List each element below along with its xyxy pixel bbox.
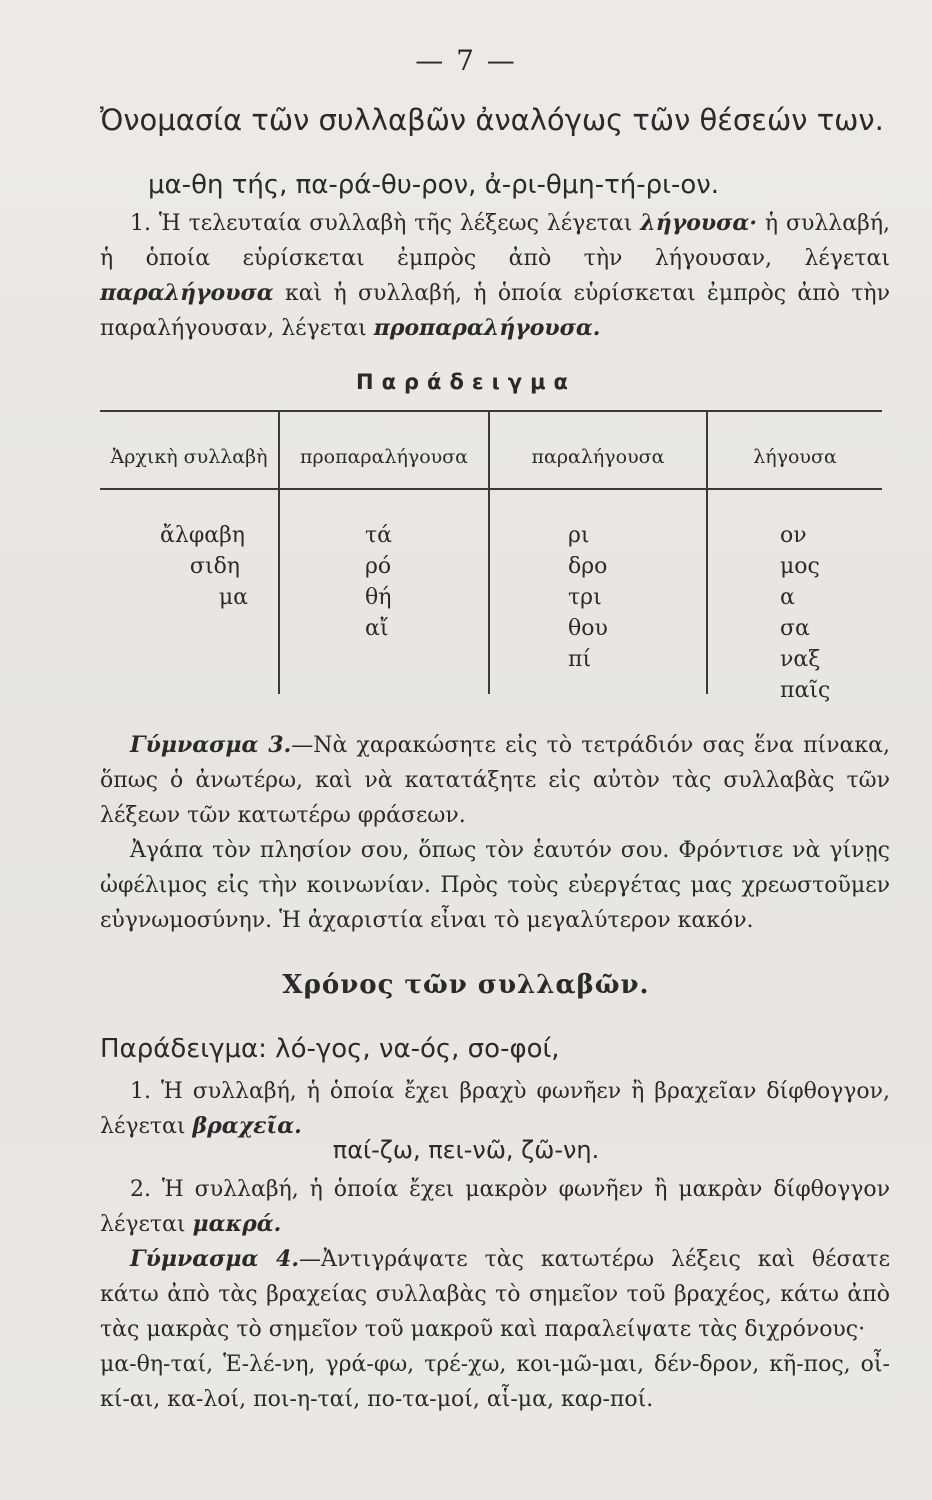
rule-short-paragraph [100, 1074, 890, 1144]
cell: μος [780, 554, 820, 579]
column-paraligousa [568, 520, 608, 675]
cell: θή [365, 585, 392, 610]
header-initial-syllable: Ἀρχικὴ συλλαβὴ [110, 446, 268, 468]
cell: ρό [365, 554, 392, 579]
term-ligousa: λήγουσα· [640, 210, 757, 236]
section-heading: Ὀνομασία τῶν συλλαβῶν ἀναλόγως τῶν θέσεών των. [100, 103, 884, 137]
header-proparaligousa: προπαραλήγουσα [300, 446, 468, 468]
cell: α [780, 585, 795, 610]
rule-long-text: 2. Ἡ συλλαβή, ἡ ὁποία ἔχει μακρὸν φωνῆεν ἢ μακρὰν δίφθογγον λέγεται [100, 1177, 890, 1237]
cell: μα [218, 585, 248, 610]
table-header-rule [100, 488, 882, 490]
header-paraligousa: παραλήγουσα [531, 446, 665, 468]
cell: τά [365, 523, 393, 548]
cell: σα [780, 616, 810, 641]
column-ligousa [780, 520, 830, 706]
cell: δρο [568, 554, 608, 579]
section-heading-2: Χρόνος τῶν συλλαβῶν. [282, 970, 650, 1000]
exercise-3-sentence: Ἀγάπα τὸν πλησίον σου, ὅπως τὸν ἑαυτόν σου. Φρόντισε νὰ γίνῃς ὠφέλιμος εἰς τὴν κοινωνίαν. Πρὸς τοὺς εὐεργέτας μας χρεωστοῦμεν εὐγνωμοσύνην. Ἡ ἀχαριστία εἶναι τὸ μεγαλύτερον κακόν. [100, 838, 890, 933]
exercise-4-words: μα-θη-ταί, Ἑ-λέ-νη, γρά-φω, τρέ-χω, κοι-μῶ-μαι, δέν-δρον, κῆ-πος, οἶ-κί-αι, κα-λοί, ποι-η-ταί, πο-τα-μοί, αἷ-μα, καρ-ποί. [100, 1352, 890, 1412]
example-2: Παράδειγμα: λό-γος, να-ός, σο-φοί, [100, 1034, 560, 1064]
cell: τρι [568, 585, 602, 610]
cell: ἄλφαβη [160, 523, 245, 548]
exercise-3-label: Γύμνασμα 3. [130, 732, 292, 758]
example-words: μα-θη τής, πα-ρά-θυ-ρον, ἀ-ρι-θμη-τή-ρι-ον. [148, 170, 720, 200]
cell: πί [568, 647, 592, 672]
header-ligousa: λήγουσα [753, 446, 837, 468]
example-3: παί-ζω, πει-νῶ, ζῶ-νη. [332, 1136, 600, 1164]
rule-long-paragraph [100, 1172, 890, 1242]
column-proparaligousa [365, 520, 392, 644]
rule-1-text-3: καὶ ἡ συλλαβή, ἡ ὁποία εὑρίσκεται ἐμπρὸς ἀπὸ τὴν παραλήγουσαν, λέγεται [100, 281, 890, 341]
cell: αἴ [365, 616, 389, 641]
cell: ρι [568, 523, 590, 548]
exercise-4 [100, 1242, 890, 1417]
cell: ον [780, 523, 807, 548]
rule-1-paragraph [100, 206, 890, 346]
cell: θου [568, 616, 608, 641]
exercise-4-label: Γύμνασμα 4. [130, 1246, 300, 1272]
page-number: — 7 — [415, 44, 517, 77]
exercise-3-text: —Νὰ χαρακώσητε εἰς τὸ τετράδιόν σας ἕνα πίνακα, ὅπως ὁ ἀνωτέρω, καὶ νὰ κατατάξητε εἰς αὐτὸν τὰς συλλαβὰς τῶν λέξεων τῶν κατωτέρω φράσεων. [100, 733, 890, 828]
table-title: Παράδειγμα [356, 370, 576, 394]
column-initial [100, 520, 270, 613]
rule-1-text: 1. Ἡ τελευταία συλλαβὴ τῆς λέξεως λέγεται [130, 211, 641, 236]
cell: παῖς [780, 678, 831, 703]
term-long: μακρά. [192, 1211, 282, 1237]
exercise-3 [100, 728, 890, 938]
cell: ναξ [780, 647, 821, 672]
rule-1-text-2: ἡ συλλαβή, ἡ ὁποία εὑρίσκεται ἐμπρὸς ἀπὸ τὴν λήγουσαν, λέγεται [100, 211, 890, 271]
rule-short-text: 1. Ἡ συλλαβή, ἡ ὁποία ἔχει βραχὺ φωνῆεν ἢ βραχεῖαν δίφθογγον, λέγεται [100, 1079, 890, 1139]
exercise-4-text: —Ἀντιγράψατε τὰς κατωτέρω λέξεις καὶ θέσατε κάτω ἀπὸ τὰς βραχείας συλλαβὰς τὸ σημεῖον τοῦ βραχέος, κάτω ἀπὸ τὰς μακρὰς τὸ σημεῖον τοῦ μακροῦ καὶ παραλείψατε τὰς διχρόνους· [100, 1247, 890, 1342]
cell: σιδη [189, 554, 240, 579]
table-top-rule [100, 410, 882, 412]
term-proparaligousa: προπαραλήγουσα. [373, 315, 601, 341]
term-paraligousa: παραλήγουσα [100, 280, 274, 306]
term-short: βραχεῖα. [192, 1113, 302, 1139]
